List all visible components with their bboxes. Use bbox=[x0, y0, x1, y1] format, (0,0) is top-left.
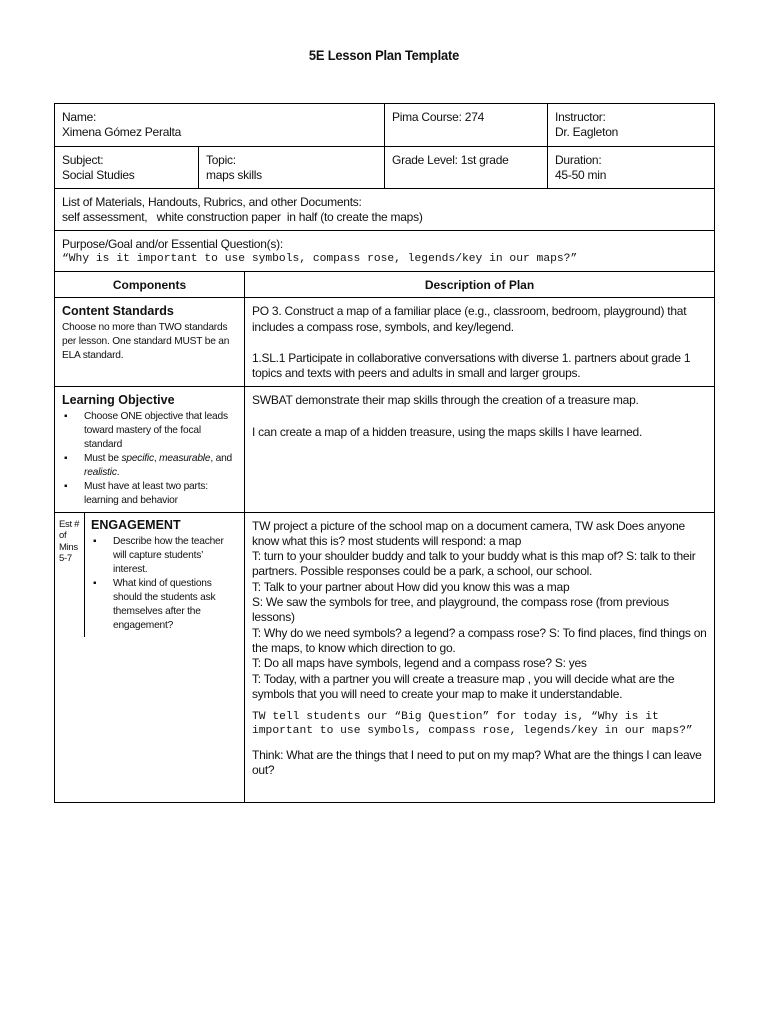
engagement-list bbox=[91, 535, 238, 633]
engagement-plan bbox=[245, 512, 715, 802]
learning-objective-plan bbox=[245, 387, 715, 512]
engagement-title: ENGAGEMENT bbox=[91, 517, 181, 532]
materials-cell bbox=[55, 189, 715, 231]
engagement-big-question: TW tell students our “Big Question” for today is, “Why is it important to use symbols, compass rose, legends/key in our maps?” bbox=[252, 711, 693, 738]
learning-objective-cell bbox=[55, 387, 245, 512]
subject-label: Subject: bbox=[62, 153, 104, 167]
content-standards-title: Content Standards bbox=[62, 304, 174, 319]
lesson-plan-table bbox=[54, 103, 715, 803]
list-item: ▪ Describe how the teacher will capture students’ interest. bbox=[91, 535, 238, 577]
engagement-cell bbox=[55, 512, 245, 802]
pima-course: Pima Course: 274 bbox=[392, 110, 485, 124]
content-standards-plan bbox=[245, 298, 715, 387]
materials-label: List of Materials, Handouts, Rubrics, and other Documents: bbox=[62, 195, 362, 209]
topic-value: maps skills bbox=[206, 168, 262, 183]
list-item: ▪ Choose ONE objective that leads toward mastery of the focal standard bbox=[62, 410, 237, 452]
list-item: ▪ What kind of questions should the students ask themselves after the engagement? bbox=[91, 577, 238, 633]
topic-cell bbox=[199, 147, 385, 189]
objective-swbat: SWBAT demonstrate their map skills through the creation of a treasure map. bbox=[252, 393, 639, 408]
engagement-think: Think: What are the things that I need to put on my map? What are the things I can leave out? bbox=[252, 748, 702, 778]
list-item: ▪ Must be specific, measurable, and realistic. bbox=[62, 452, 237, 480]
learning-objective-list bbox=[62, 410, 237, 508]
materials-value: self assessment, white construction paper in half (to create the maps) bbox=[62, 210, 423, 225]
grade-level: Grade Level: 1st grade bbox=[392, 153, 509, 167]
purpose-cell bbox=[55, 231, 715, 272]
course-cell bbox=[385, 104, 548, 147]
learning-objective-title: Learning Objective bbox=[62, 393, 175, 408]
purpose-question: “Why is it important to use symbols, compass rose, legends/key in our maps?” bbox=[62, 253, 578, 266]
instructor-value: Dr. Eagleton bbox=[555, 125, 619, 140]
subject-value: Social Studies bbox=[62, 168, 135, 183]
instructor-cell bbox=[548, 104, 715, 147]
objective-i-can: I can create a map of a hidden treasure, using the maps skills I have learned. bbox=[252, 424, 643, 439]
page-title: 5E Lesson Plan Template bbox=[308, 47, 460, 63]
description-header: Description of Plan bbox=[245, 272, 715, 298]
list-item: ▪ Must have at least two parts: learning and behavior bbox=[62, 480, 237, 508]
purpose-label: Purpose/Goal and/or Essential Question(s): bbox=[62, 237, 283, 251]
content-standards-note: Choose no more than TWO standards per lesson. One standard MUST be an ELA standard. bbox=[62, 321, 230, 361]
name-label: Name: bbox=[62, 110, 97, 124]
engagement-dialogue: TW project a picture of the school map on a document camera, TW ask Does anyone know what this is? most students will respond: a map T: turn to your shoulder buddy and talk to your buddy what is this map of? S: talk to their partners. Possible responses could be a park, a school, our school. T: Talk to your partner about How did you know this was a map S: We saw the symbols for tree, and playground, the compass rose (from previous lessons) T: Why do we need symbols? a legend? a compass rose? S: To find places, find things on the maps, to know which direction to go. T: Do all maps have symbols, legend and a compass rose? S: yes T: Today, with a partner you will create a treasure map , you will decide what are the symbols that you will need to create your map to make it understandable. bbox=[252, 518, 707, 701]
grade-cell bbox=[385, 147, 548, 189]
duration-cell bbox=[548, 147, 715, 189]
standard-sl1: 1.SL.1 Participate in collaborative conversations with diverse 1. partners about grade 1 topics and texts with peers and adults in small and larger groups. bbox=[252, 350, 691, 381]
duration-value: 45-50 min bbox=[555, 168, 607, 183]
content-standards-cell bbox=[55, 298, 245, 387]
name-value: Ximena Gómez Peralta bbox=[62, 125, 182, 140]
topic-label: Topic: bbox=[206, 153, 236, 167]
est-minutes: Est # of Mins 5-7 bbox=[55, 513, 85, 637]
instructor-label: Instructor: bbox=[555, 110, 606, 124]
name-cell bbox=[55, 104, 385, 147]
standard-po3: PO 3. Construct a map of a familiar place (e.g., classroom, bedroom, playground) that includes a compass rose, symbols, and key/legend. bbox=[252, 304, 687, 334]
duration-label: Duration: bbox=[555, 153, 602, 167]
components-header: Components bbox=[55, 272, 245, 298]
subject-cell bbox=[55, 147, 199, 189]
